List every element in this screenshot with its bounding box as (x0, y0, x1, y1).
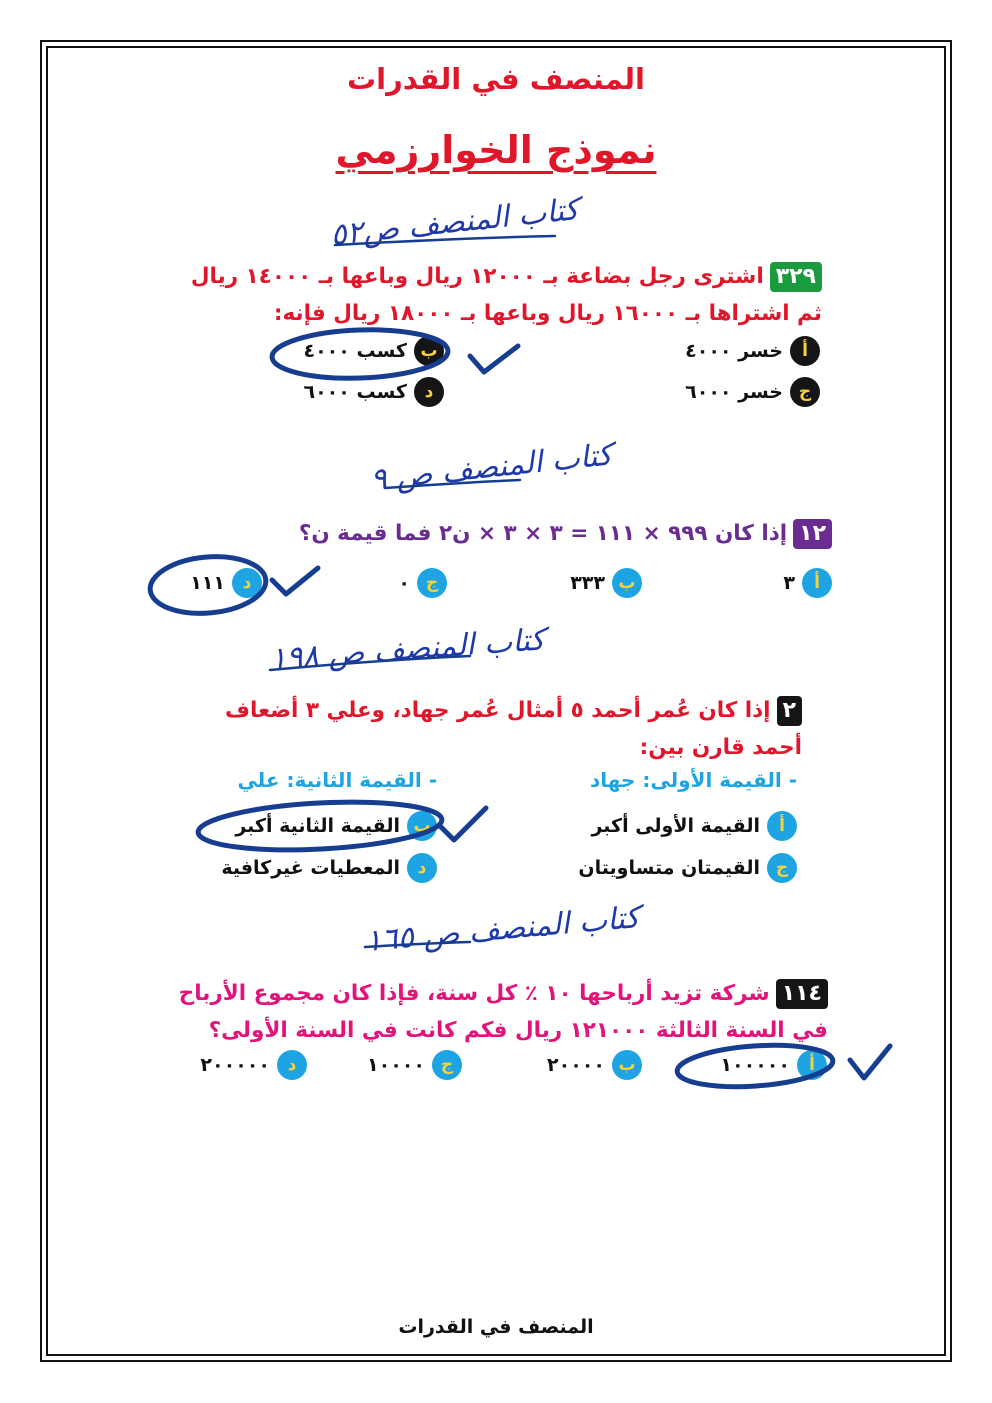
question-114 (148, 975, 828, 1049)
option-b[interactable] (303, 336, 444, 366)
option-a[interactable] (591, 811, 797, 841)
question-number: ١٢ (793, 519, 832, 549)
option-text: القيمتان متساويتان (578, 857, 760, 879)
option-b[interactable] (570, 568, 642, 598)
option-b[interactable] (235, 811, 437, 841)
option-text: القيمة الأولى أكبر (591, 815, 760, 837)
question-number: ١١٤ (776, 979, 828, 1009)
option-text: خسر ٦٠٠٠ (685, 381, 783, 403)
option-letter: د (277, 1050, 307, 1080)
option-letter: د (407, 853, 437, 883)
question-text-line1: اشترى رجل بضاعة بـ ١٢٠٠٠ ريال وباعها بـ ١٤٠٠٠ ريال (190, 264, 764, 289)
handwritten-note-3: كتاب المنصف ص ١٩٨ (269, 622, 546, 677)
option-text: ٢٠٠٠٠٠ (200, 1054, 270, 1076)
question-text-line2: ثم اشتراها بـ ١٦٠٠٠ ريال وباعها بـ ١٨٠٠٠ ريال فإنه: (273, 301, 822, 326)
option-c[interactable] (578, 853, 797, 883)
option-c[interactable] (367, 1050, 462, 1080)
option-letter: ج (417, 568, 447, 598)
option-letter: أ (802, 568, 832, 598)
option-letter: ب (612, 1050, 642, 1080)
option-a[interactable] (720, 1050, 827, 1080)
option-text: ٣٣٣ (570, 572, 605, 594)
option-d[interactable] (200, 1050, 307, 1080)
option-letter: د (414, 377, 444, 407)
option-letter: أ (790, 336, 820, 366)
question-text-line1: إذا كان ٩٩٩ × ١١١ = ٣ × ٣ × ن٢ فما قيمة ن؟ (298, 521, 788, 546)
question-2 (142, 692, 802, 766)
option-letter: ب (612, 568, 642, 598)
option-text: ٣ (783, 572, 795, 594)
question-text-line1: إذا كان عُمر أحمد ٥ أمثال عُمر جهاد، وعلي ٣ أضعاف (225, 698, 771, 723)
option-letter: ج (790, 377, 820, 407)
option-letter: ب (407, 811, 437, 841)
option-c[interactable] (398, 568, 447, 598)
handwritten-note-2: كتاب المنصف ص ٩ (368, 437, 614, 498)
page-footer: المنصف في القدرات (398, 1316, 594, 1338)
page-title: المنصف في القدرات (347, 62, 645, 96)
option-d[interactable] (190, 568, 262, 598)
option-text: ١٠٠٠٠ (367, 1054, 425, 1076)
question-number: ٢ (777, 696, 802, 726)
question-text-line2: أحمد قارن بين: (639, 735, 802, 760)
comparison-value-2: - القيمة الثانية: علي (237, 768, 437, 792)
page-subtitle: نموذج الخوارزمي (335, 128, 657, 172)
option-text: المعطيات غيركافية (221, 857, 400, 879)
option-text: كسب ٤٠٠٠ (303, 340, 407, 362)
handwritten-note-1: كتاب المنصف ص٥٢ (328, 192, 581, 253)
question-329 (142, 258, 822, 332)
option-text: كسب ٦٠٠٠ (303, 381, 407, 403)
option-text: خسر ٤٠٠٠ (685, 340, 783, 362)
question-number: ٣٢٩ (770, 262, 822, 292)
option-a[interactable] (685, 336, 820, 366)
option-text: ٠ (398, 572, 410, 594)
option-letter: ج (767, 853, 797, 883)
option-letter: أ (767, 811, 797, 841)
option-text: ١٠٠٠٠٠ (720, 1054, 790, 1076)
option-d[interactable] (221, 853, 437, 883)
question-text-line1: شركة تزيد أرباحها ١٠ ٪ كل سنة، فإذا كان مجموع الأرباح (178, 981, 770, 1006)
option-letter: ب (414, 336, 444, 366)
option-c[interactable] (685, 377, 820, 407)
option-letter: أ (797, 1050, 827, 1080)
option-letter: ج (432, 1050, 462, 1080)
option-letter: د (232, 568, 262, 598)
comparison-value-1: - القيمة الأولى: جهاد (590, 768, 797, 792)
question-12 (152, 515, 832, 552)
option-d[interactable] (303, 377, 444, 407)
option-text: ١١١ (190, 572, 225, 594)
option-b[interactable] (547, 1050, 642, 1080)
question-text-line2: في السنة الثالثة ١٢١٠٠٠ ريال فكم كانت في السنة الأولى؟ (208, 1018, 828, 1043)
option-a[interactable] (783, 568, 832, 598)
option-text: القيمة الثانية أكبر (235, 815, 400, 837)
handwritten-note-4: كتاب المنصف ص ١٦٥ (363, 900, 641, 959)
option-text: ٢٠٠٠٠ (547, 1054, 605, 1076)
